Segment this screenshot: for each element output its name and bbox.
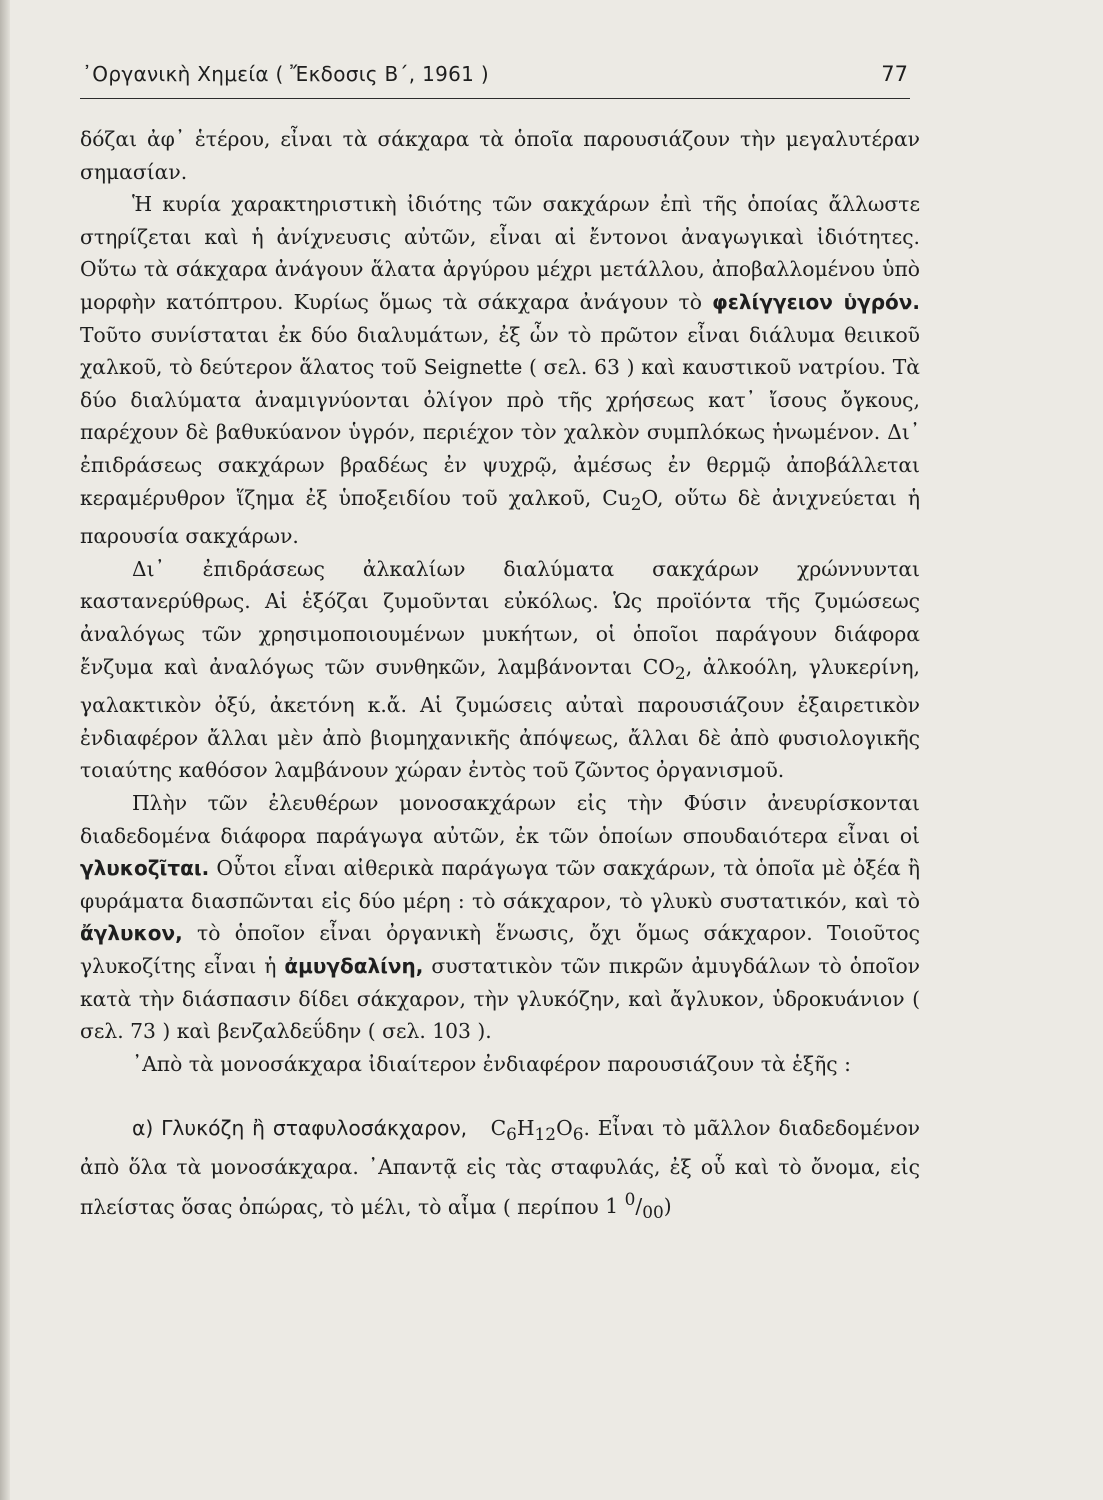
paragraph-6-glucose [80, 1112, 920, 1229]
paragraph-5 [80, 1048, 920, 1081]
term-glycosides: γλυκοζῖται. [80, 856, 210, 881]
formula-glucose-c-sub: 6 [506, 1124, 517, 1145]
paragraph-4-text-a: Πλὴν τῶν ἐλευθέρων μονοσακχάρων εἰς τὴν Φύσιν ἀνευρίσκονται διαδεδομένα διάφορα παράγωγα αὐτῶν, ἐκ τῶν ὁποίων σπουδαιότερα εἶναι οἱ [80, 790, 920, 848]
per-mille-close: ) [663, 1194, 672, 1219]
formula-co2 [642, 654, 686, 683]
term-aglycone: ἄγλυκον, [80, 921, 183, 946]
paragraph-5-text: ᾿Απὸ τὰ μονοσάκχαρα ἰδιαίτερον ἐνδιαφέρον παρουσιάζουν τὰ ἑξῆς : [132, 1051, 851, 1076]
paragraph-2-text-a: Ἡ κυρία χαρακτηριστικὴ ἰδιότης τῶν σακχάρων ἐπὶ τῆς ὁποίας ἄλλωστε στηρίζεται καὶ ἡ ἀνίχνευσις αὐτῶν, εἶναι αἱ ἔντονοι ἀναγωγικαὶ ἰδιότητες. Οὕτω τὰ σάκχαρα ἀνάγουν ἅλατα ἀργύρου μέχρι μετάλλου, ἀποβαλλομένου ὑπὸ μορφὴν κατόπτρου. Κυρίως ὅμως τὰ σάκχαρα ἀνάγουν τὸ [80, 192, 920, 314]
paragraph-2-text-b: Τοῦτο συνίσταται ἐκ δύο διαλυμάτων, ἐξ ὧν τὸ πρῶτον εἶναι διάλυμα θειικοῦ χαλκοῦ, τὸ δεύτερον ἅλατος τοῦ Seignette ( σελ. 63 ) καὶ καυστικοῦ νατρίου. Τὰ δύο διαλύματα ἀναμιγνύονται ὀλίγον πρὸ τῆς χρήσεως κατ᾿ ἴσους ὄγκους, παρέχουν δὲ βαθυκύανον ὑγρόν, περιέχον τὸν χαλκὸν συμπλόκως ἡνωμένον. Δι᾿ ἐπιδράσεως σακχάρων βραδέως ἐν ψυχρῷ, ἀμέσως ἐν θερμῷ ἀποβάλλεται κεραμέρυθρον ἵζημα ἐξ ὑποξειδίου τοῦ χαλκοῦ, [80, 322, 920, 510]
page-edge-shadow [0, 0, 10, 1500]
formula-glucose-c: C [490, 1116, 507, 1141]
paragraph-3 [80, 553, 920, 787]
formula-glucose-o-sub: 6 [572, 1124, 584, 1145]
formula-cu2o-element: Cu [602, 485, 631, 510]
running-head [80, 58, 910, 99]
per-mille-number: 1 [605, 1194, 619, 1219]
term-fehling-solution: φελίγγειον ὑγρόν. [712, 289, 920, 314]
formula-co2-element: CO [642, 654, 675, 679]
body-text [80, 123, 920, 1229]
per-mille-slash: / [635, 1194, 643, 1219]
formula-cu2o [602, 485, 664, 514]
formula-glucose-h: H [516, 1116, 535, 1141]
formula-cu2o-subscript: 2 [630, 493, 642, 514]
formula-glucose [490, 1116, 584, 1145]
per-mille-sup: 0 [624, 1189, 636, 1210]
paragraph-1 [80, 123, 920, 188]
term-amygdalin: ἀμυγδαλίνη, [284, 953, 424, 978]
paragraph-6-text: . Εἶναι τὸ μᾶλλον διαδεδομένον ἀπὸ ὅλα τὰ μονοσάκχαρα. ᾿Απαντᾷ εἰς τὰς σταφυλάς, ἐξ οὗ καὶ τὸ ὄνομα, εἰς πλείστας ὅσας ὀπώρας, τὸ μέλι, τὸ αἷμα ( περίπου [80, 1116, 920, 1219]
paragraph-1-text: δόζαι ἀφ᾿ ἑτέρου, εἶναι τὰ σάκχαρα τὰ ὁποῖα παρουσιάζουν τὴν μεγαλυτέραν σημασίαν. [80, 127, 920, 184]
glucose-heading: α) Γλυκόζη ἢ σταφυλοσάκχαρον, [132, 1116, 468, 1141]
paragraph-2-text-c: οὕτω δὲ ἀνιχνεύεται ἡ παρουσία σακχάρων. [80, 485, 920, 549]
formula-cu2o-oxygen: O, [641, 485, 664, 510]
paragraph-2 [80, 188, 920, 553]
paragraph-3-text-a: Δι᾿ ἐπιδράσεως ἀλκαλίων διαλύματα σακχάρων χρώννυνται καστανερύθρως. Αἱ ἑξόζαι ζυμοῦνται εὐκόλως. Ὡς προϊόντα τῆς ζυμώσεως ἀναλόγως τῶν χρησιμοποιουμένων μυκήτων, οἱ ὁποῖοι παράγουν διάφορα ἔνζυμα καὶ ἀναλόγως τῶν συνθηκῶν, λαμβάνονται [80, 556, 920, 679]
per-mille-sub: 00 [642, 1202, 664, 1223]
formula-co2-subscript: 2 [674, 662, 686, 683]
book-title: ᾿Οργανικὴ Χημεία ( Ἔκδοσις Β΄, 1961 ) [82, 62, 489, 86]
formula-glucose-o: O [556, 1116, 573, 1141]
paragraph-4-text-c: τὸ ὁποῖον εἶναι ὀργανικὴ ἕνωσις, ὄχι ὅμως σάκχαρον. Τοιοῦτος γλυκοζίτης εἶναι ἡ [80, 921, 920, 978]
paragraph-3-text-b: , ἀλκοόλη, γλυκερίνη, γαλακτικὸν ὀξύ, ἀκετόνη κ.ἄ. Αἱ ζυμώσεις αὐταὶ παρουσιάζουν ἐξαιρετικὸν ἐνδιαφέρον ἄλλαι μὲν ἀπὸ βιομηχανικῆς ἀπόψεως, ἄλλαι δὲ ἀπὸ φυσιολογικῆς τοιαύτης καθόσον λαμβάνουν χώραν ἐντὸς τοῦ ζῶντος ὀργανισμοῦ. [80, 654, 920, 783]
page-number: 77 [881, 62, 908, 86]
paragraph-4-text-b: Οὗτοι εἶναι αἰθερικὰ παράγωγα τῶν σακχάρων, τὰ ὁποῖα μὲ ὀξέα ἢ φυράματα διασπῶνται εἰς δύο μέρη : τὸ σάκχαρον, τὸ γλυκὺ συστατικόν, καὶ τὸ [80, 856, 920, 913]
paragraph-4-text-d: συστατικὸν τῶν πικρῶν ἀμυγδάλων τὸ ὁποῖον κατὰ τὴν διάσπασιν δίδει σάκχαρον, τὴν γλυκόζην, καὶ ἄγλυκον, ὑδροκυάνιον ( σελ. 73 ) καὶ βενζαλδεΰδην ( σελ. 103 ). [80, 953, 920, 1044]
formula-glucose-h-sub: 12 [534, 1124, 557, 1145]
paragraph-4 [80, 787, 920, 1048]
per-mille-value [605, 1189, 672, 1223]
